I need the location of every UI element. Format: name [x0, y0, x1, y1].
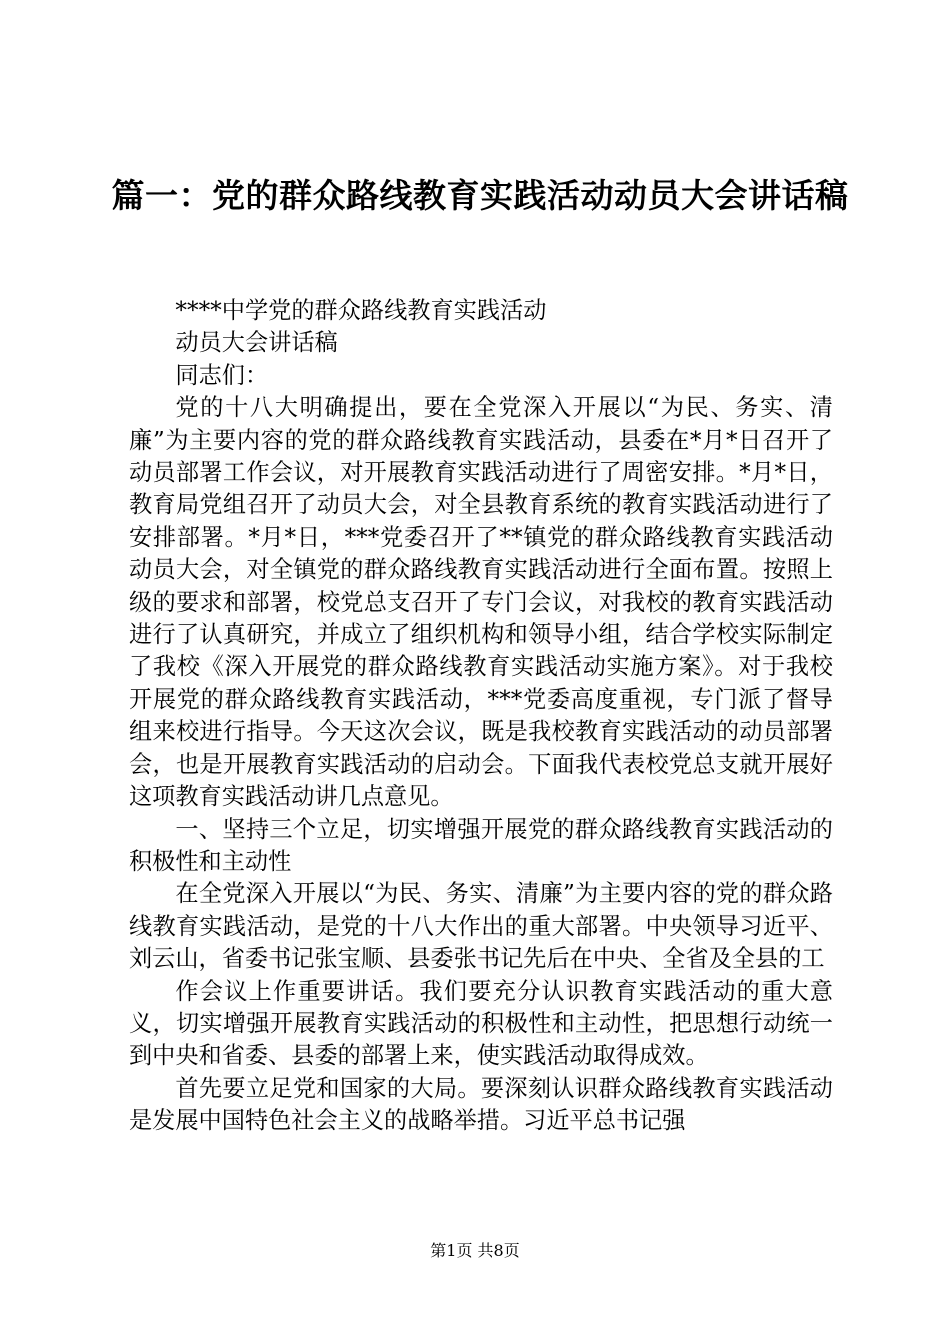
body-paragraph: 动员大会讲话稿 — [175, 329, 338, 357]
document-body — [129, 295, 833, 1138]
body-paragraph: 首先要立足党和国家的大局。要深刻认识群众路线教育实践活动是发展中国特色社会主义的战略举措。习近平总书记强 — [129, 1074, 833, 1135]
body-paragraph: ****中学党的群众路线教育实践活动 — [175, 297, 547, 324]
document-title: 篇一：党的群众路线教育实践活动动员大会讲话稿 — [111, 176, 849, 215]
section-heading: 一、坚持三个立足，切实增强开展党的群众路线教育实践活动的积极性和主动性 — [129, 815, 833, 875]
salutation: 同志们： — [175, 361, 269, 389]
body-paragraph: 作会议上作重要讲话。我们要充分认识教育实践活动的重大意义，切实增强开展教育实践活动的积极性和主动性，把思想行动统一到中央和省委、县委的部署上来，使实践活动取得成效。 — [129, 977, 833, 1070]
page-number-footer: 第1页 共8页 — [430, 1241, 520, 1260]
body-paragraph: 在全党深入开展以“为民、务实、清廉”为主要内容的党的群众路线教育实践活动，是党的十八大作出的重大部署。中央领导习近平、刘云山，省委书记张宝顺、县委张书记先后在中央、全省及全县的工 — [129, 880, 833, 973]
body-paragraph: 党的十八大明确提出，要在全党深入开展以“为民、务实、清廉”为主要内容的党的群众路线教育实践活动，县委在*月*日召开了动员部署工作会议，对开展教育实践活动进行了周密安排。*月*日，教育局党组召开了动员大会，对全县教育系统的教育实践活动进行了安排部署。*月*日，***党委召开了**镇党的群众路线教育实践活动动员大会，对全镇党的群众路线教育实践活动进行全面布置。按照上级的要求和部署，校党总支召开了专门会议，对我校的教育实践活动进行了认真研究，并成立了组织机构和领导小组，结合学校实际制定了我校《深入开展党的群众路线教育实践活动实施方案》。对于我校开展党的群众路线教育实践活动，***党委高度重视，专门派了督导组来校进行指导。今天这次会议，既是我校教育实践活动的动员部署会，也是开展教育实践活动的启动会。下面我代表校党总支就开展好这项教育实践活动讲几点意见。 — [129, 394, 833, 811]
